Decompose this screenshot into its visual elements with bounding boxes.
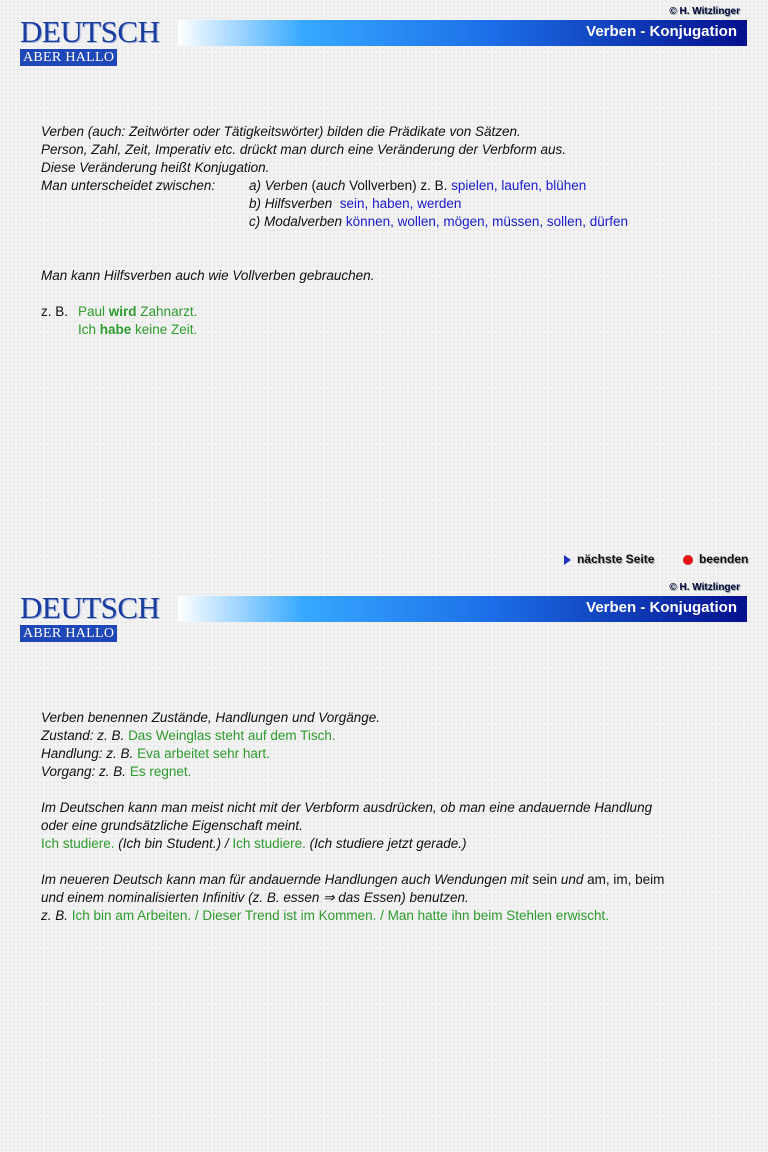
example-text: Ich studiere. [232, 836, 306, 851]
verb-type-a-label: a) Verben [249, 178, 308, 193]
text-line: oder eine grundsätzliche Eigenschaft meint. [41, 818, 303, 833]
logo [20, 16, 180, 66]
content-page-2 [41, 709, 741, 925]
vorgang-label: Vorgang: z. B. [41, 764, 127, 779]
end-button[interactable] [683, 552, 748, 566]
next-page-button[interactable] [564, 552, 654, 566]
example-text: Ich studiere. [41, 836, 115, 851]
paren: ( [307, 178, 317, 193]
text-part: sein [528, 872, 561, 887]
example-text: Paul [78, 304, 109, 319]
arrow-right-icon [564, 555, 571, 565]
verb-type-b-examples: sein, haben, werden [339, 196, 462, 211]
example-text: Zahnarzt. [136, 304, 198, 319]
logo-subtitle: ABER HALLO [20, 625, 117, 642]
example-verb: wird [108, 304, 137, 319]
text-line: Verben (auch: Zeitwörter oder Tätigkeitswörter) bilden die Prädikate von Sätzen. [41, 124, 521, 139]
vorgang-example: Es regnet. [129, 764, 192, 779]
copyright-notice: © H. Witzlinger [669, 6, 740, 17]
vollverben-text: Vollverben) z. B. [345, 178, 452, 193]
example-row-2 [41, 321, 741, 339]
example-text: keine Zeit. [131, 322, 198, 337]
example-text: Ich [78, 322, 100, 337]
text-line: Im Deutschen kann man meist nicht mit der Verbform ausdrücken, ob man eine andauernde Handlung [41, 800, 653, 815]
auch-word: auch [316, 178, 346, 193]
verb-type-c-examples: können, wollen, mögen, müssen, sollen, dürfen [345, 214, 628, 229]
end-label: beenden [699, 552, 749, 566]
text-line: und einem nominalisierten Infinitiv (z. B. essen ⇒ das Essen) benutzen. [41, 890, 469, 905]
text-line: Man kann Hilfsverben auch wie Vollverben gebrauchen. [41, 268, 375, 283]
zustand-row [41, 727, 741, 745]
verb-type-b-row [41, 195, 741, 213]
page-title: Verben - Konjugation [586, 599, 737, 616]
handlung-row [41, 745, 741, 763]
logo-title: DEUTSCH [20, 590, 160, 625]
studiere-example-row [41, 835, 741, 853]
zb-label: z. B. [41, 304, 69, 319]
title-banner [178, 596, 747, 622]
zustand-example: Das Weinglas steht auf dem Tisch. [128, 728, 336, 743]
vorgang-row [41, 763, 741, 781]
wendungen-examples: Ich bin am Arbeiten. / Dieser Trend ist im Kommen. / Man hatte ihn beim Stehlen erwischt. [71, 908, 610, 923]
text-part: Im neueren Deutsch kann man für andauernde Handlungen auch Wendungen mit [41, 872, 529, 887]
text-line: Person, Zahl, Zeit, Imperativ etc. drückt man durch eine Veränderung der Verbform aus. [41, 142, 566, 157]
verb-type-a-examples: spielen, laufen, blühen [451, 178, 587, 193]
logo-subtitle: ABER HALLO [20, 49, 117, 66]
red-dot-icon [683, 555, 693, 565]
text-part: am, im, beim [583, 872, 665, 887]
example-note: (Ich studiere jetzt gerade.) [305, 836, 467, 851]
zb-label: z. B. [41, 908, 69, 923]
example-row-1 [41, 303, 741, 321]
verb-type-c-label: c) Modalverben [249, 214, 343, 229]
text-line: Diese Veränderung heißt Konjugation. [41, 160, 270, 175]
verb-type-a-row [41, 177, 741, 195]
verb-type-b-label: b) Hilfsverben [249, 196, 333, 211]
verb-type-c-row [41, 213, 741, 231]
handlung-label: Handlung: z. B. [41, 746, 134, 761]
example-note: (Ich bin Student.) / [114, 836, 233, 851]
content-page-1 [41, 123, 741, 339]
example-verb: habe [99, 322, 132, 337]
logo [20, 592, 180, 642]
copyright-notice: © H. Witzlinger [669, 582, 740, 593]
handlung-example: Eva arbeitet sehr hart. [137, 746, 270, 761]
text-part: und [560, 872, 584, 887]
zustand-label: Zustand: z. B. [41, 728, 125, 743]
logo-title: DEUTSCH [20, 14, 160, 49]
text-line [41, 871, 741, 889]
title-banner [178, 20, 747, 46]
page-title: Verben - Konjugation [586, 23, 737, 40]
intro-label: Man unterscheidet zwischen: [41, 178, 216, 193]
wendungen-example-row [41, 907, 741, 925]
slide-page-2 [0, 576, 768, 1152]
next-page-label: nächste Seite [577, 552, 655, 566]
text-line: Verben benennen Zustände, Handlungen und Vorgänge. [41, 710, 381, 725]
